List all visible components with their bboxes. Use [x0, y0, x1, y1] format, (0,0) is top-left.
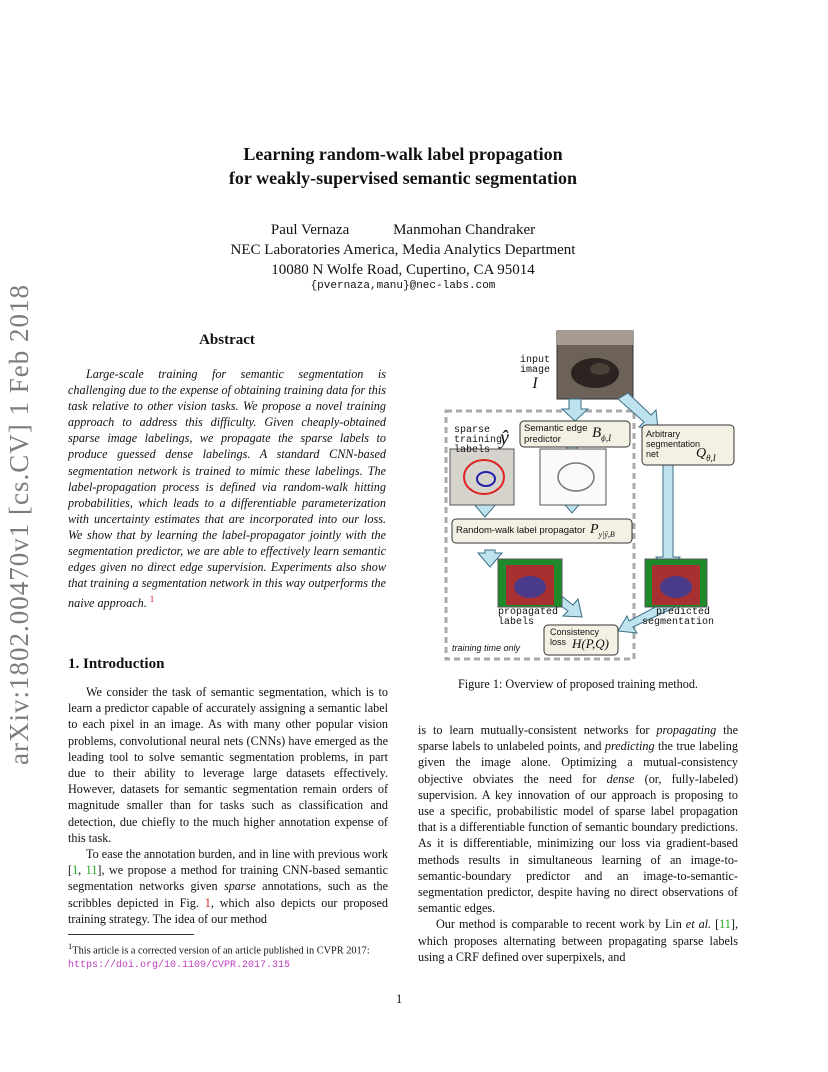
right-column: [418, 722, 738, 965]
intro-column: [68, 684, 388, 927]
figure-1: [440, 325, 740, 665]
edge-predictor-label: [524, 423, 587, 445]
label-line: Consistency: [550, 627, 600, 637]
text-run: the sparse labels to unlabeled points, and: [418, 723, 738, 754]
label-line: labels: [498, 617, 535, 628]
propagated-labels-image: [498, 559, 562, 607]
text-emphasis: propagating: [656, 723, 717, 737]
text-run: the true labeling given the image alone. Optimizing a mutual-consistency objective obviates the need for: [418, 739, 738, 786]
symbol-sub: ϕ,I: [601, 433, 612, 443]
text-run: [: [711, 917, 720, 932]
intro-paragraph-2: [68, 846, 388, 927]
figure-link[interactable]: 1: [204, 895, 211, 910]
section-heading: 1. Introduction: [68, 656, 165, 672]
right-paragraph-1: [418, 722, 738, 916]
label-line: sparse: [454, 425, 491, 436]
symbol-sub: θ,I: [706, 452, 716, 463]
text-run: ,: [78, 863, 86, 878]
affiliation: NEC Laboratories America, Media Analytics Department: [230, 242, 576, 258]
paper-title-line-1: Learning random-walk label propagation: [243, 144, 563, 164]
page-number: 1: [396, 992, 403, 1006]
email: {pvernaza,manu}@nec-labs.com: [310, 280, 496, 292]
footnote: [68, 939, 388, 973]
input-symbol: I: [532, 375, 538, 392]
sparse-labels-label: [454, 426, 502, 456]
label-line: net: [646, 449, 659, 459]
propagator-label: Random-walk label propagator: [456, 525, 586, 536]
training-time-note: training time only: [452, 643, 521, 653]
authors: [0, 220, 806, 240]
sparse-labels-image: [450, 449, 514, 505]
label-line: predicted: [655, 607, 710, 618]
text-run: ], which proposes alternating between propagating sparse labels using a CRF defined over superpixels, and: [418, 917, 738, 964]
edge-symbol: [592, 425, 611, 443]
author-name: Manmohan Chandraker: [393, 222, 536, 238]
text-emphasis: et al.: [685, 917, 712, 932]
propagated-label: [498, 608, 558, 628]
label-line: training: [454, 435, 503, 446]
figure-caption: Figure 1: Overview of proposed training method.: [458, 677, 698, 691]
citation-link[interactable]: 11: [85, 863, 98, 878]
label-line: input: [519, 355, 550, 366]
text-emphasis: sparse: [223, 879, 256, 894]
text-emphasis: dense: [606, 771, 635, 786]
abstract-heading: Abstract: [199, 332, 255, 348]
abstract-text: [68, 366, 386, 611]
input-label: [510, 356, 560, 376]
p-symbol: [590, 522, 615, 539]
symbol-main: Q: [696, 446, 707, 461]
label-line: segmentation: [642, 617, 715, 628]
label-line: loss: [550, 637, 567, 647]
footnote-marker[interactable]: 1: [149, 594, 155, 605]
symbol-main: B: [592, 425, 602, 441]
footnote-text: This article is a corrected version of an article published in CVPR 2017:: [72, 945, 370, 957]
predicted-label: [642, 607, 715, 628]
right-paragraph-2: [418, 916, 738, 965]
text-run: ], we propose a method for training CNN-based semantic segmentation networks given: [68, 863, 389, 894]
q-symbol: [696, 446, 716, 463]
segmentation-net-label: [646, 429, 700, 459]
footnote-rule: [68, 934, 194, 935]
footnote-number: 1: [68, 941, 73, 951]
paper-title-line-2: for weakly-supervised semantic segmentation: [228, 168, 578, 188]
text-run: , which also depicts our proposed training strategy. The idea of our method: [68, 895, 388, 926]
label-line: image: [519, 365, 550, 376]
symbol-main: P: [590, 522, 599, 537]
author-name: Paul Vernaza: [270, 222, 350, 238]
predicted-segmentation-image: [645, 559, 707, 607]
address: 10080 N Wolfe Road, Cupertino, CA 95014: [271, 262, 535, 278]
edge-map-image: [540, 449, 606, 505]
abstract-body: Large-scale training for semantic segmentation is challenging due to the expense of obtaining training data for this task relative to other vision tasks. We propose a novel training approach to address this difficulty. Given cheaply-obtained sparse image labelings, we propagate the sparse labels to produce guessed dense labelings. A standard CNN-based segmentation network is trained to mimic these labelings. The label-propagation process is defined via random-walk hitting probabilities, which leads to a differentiable parameterization with uncertainty estimates that are incorporated into our loss. We show that by learning the label-propagator jointly with the segmentation predictor, we are able to effectively learn semantic edges given no direct edge supervision. Experiments also show that training a segmentation network in this way outperforms the naive approach.: [68, 367, 386, 611]
citation-link[interactable]: 1: [72, 863, 79, 878]
label-line: Semantic edge: [524, 423, 588, 434]
symbol-sub: y|ŷ,B: [598, 529, 615, 539]
text-run: Our method is comparable to recent work by Lin: [436, 917, 686, 932]
citation-link[interactable]: 11: [719, 917, 731, 932]
arxiv-stamp: arXiv:1802.00470v1 [cs.CV] 1 Feb 2018: [4, 284, 34, 765]
label-line: propagated: [498, 607, 559, 618]
label-line: segmentation: [646, 439, 701, 449]
label-line: Arbitrary: [646, 429, 681, 439]
text-run: is to learn mutually-consistent networks for: [418, 723, 657, 737]
input-image: [557, 331, 633, 399]
yhat-symbol: ŷ: [500, 427, 509, 449]
text-run: To ease the annotation burden, and in line with previous work [: [68, 847, 388, 878]
intro-paragraph-1: We consider the task of semantic segmentation, which is to learn a predictor capable of accurately assigning a semantic label to each pixel in an image. As with many other popular vision problems, convolutional neural nets (CNNs) have emerged as the leading tool to solve semantic segmentation problems, in part due to their ability to leverage large datasets effectively. However, datasets for semantic segmentation remain orders of magnitude smaller than for tasks such as classification and detection, due chiefly to the much higher annotation expense of this task.: [68, 685, 388, 845]
label-line: labels: [454, 445, 491, 456]
text-run: annotations, such as the scribbles depicted in Fig.: [68, 879, 388, 910]
doi-link[interactable]: https://doi.org/10.1109/CVPR.2017.315: [68, 960, 291, 972]
text-emphasis: predicting: [604, 739, 655, 754]
label-line: predictor: [524, 434, 561, 445]
text-run: (or, fully-labeled) supervision. A key innovation of our approach is proposing to use a specific, probabilistic model of sparse label propagation that is a differentiable function of semantic boundary predictions. As it is differentiable, minimizing our loss via gradient-based methods results in simultaneous learning of an image-to-semantic-boundary predictor and an image-to-semantic-segmentation predictor, despite having no direct observations of semantic edges.: [418, 771, 739, 916]
h-symbol: H(P,Q): [572, 636, 609, 651]
